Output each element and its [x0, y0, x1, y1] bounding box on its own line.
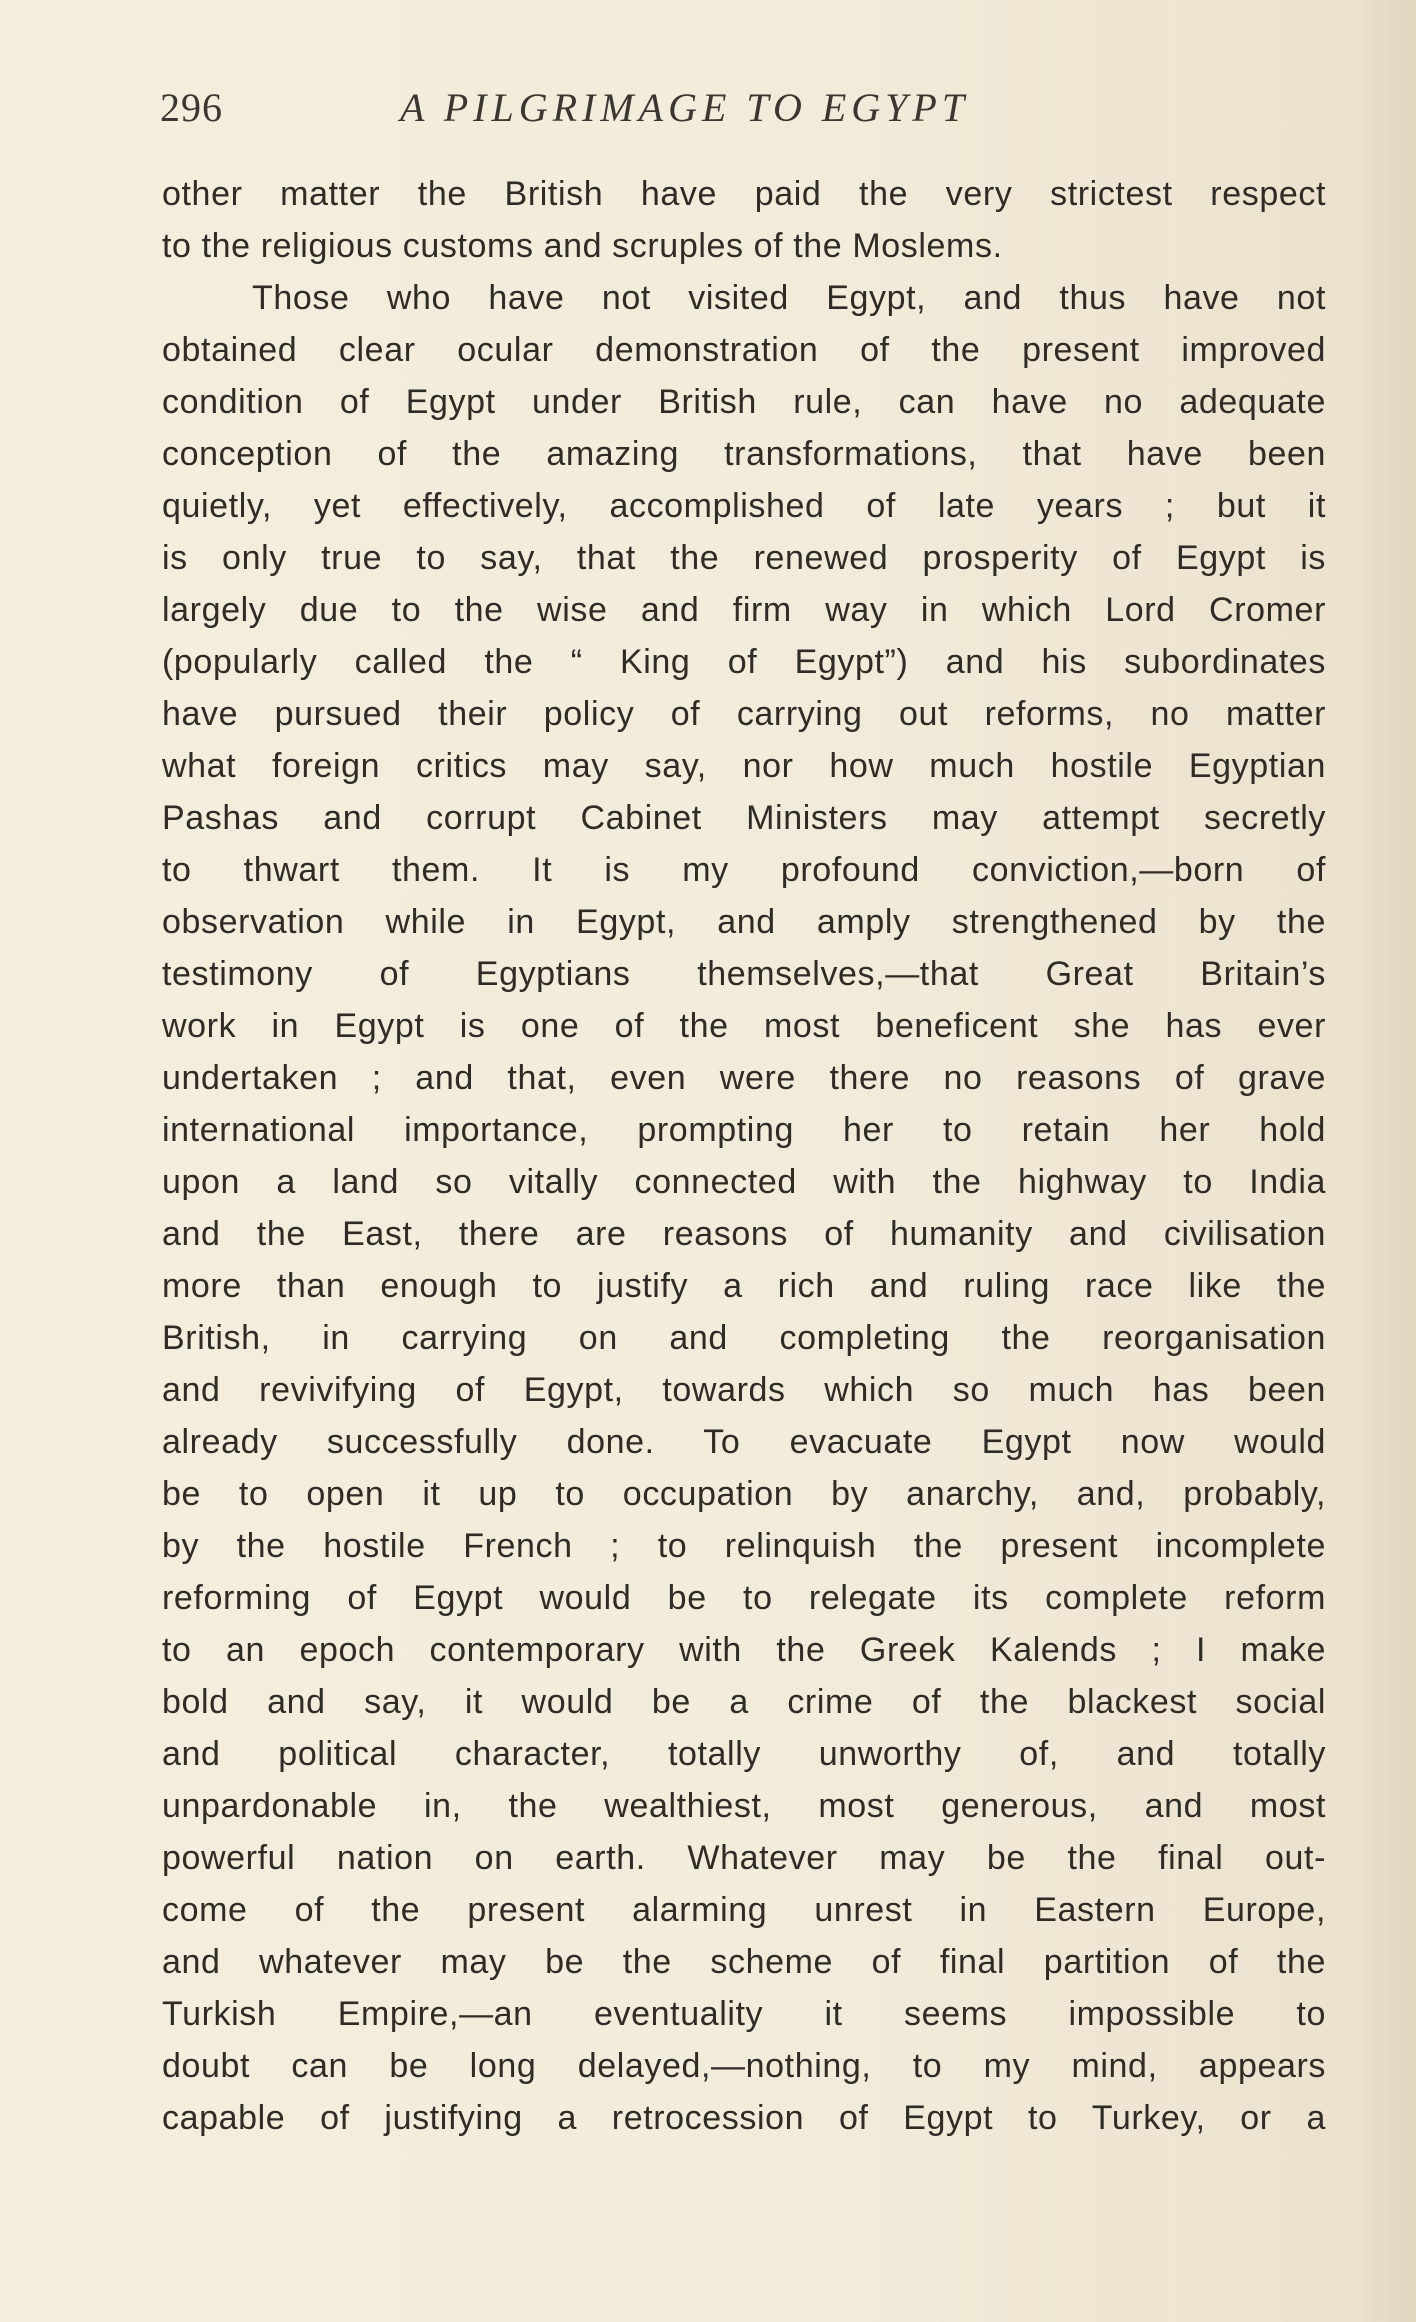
- text-line: what foreign critics may say, nor how much hostile Egyptian: [162, 747, 1326, 785]
- text-line: to thwart them. It is my profound conviction,—born of: [162, 851, 1326, 889]
- text-line: and revivifying of Egypt, towards which so much has been: [162, 1371, 1326, 1409]
- text-line: to an epoch contemporary with the Greek Kalends ; I make: [162, 1631, 1326, 1669]
- text-line: is only true to say, that the renewed prosperity of Egypt is: [162, 539, 1326, 577]
- text-line: other matter the British have paid the very strictest respect: [162, 175, 1326, 213]
- text-line: obtained clear ocular demonstration of the present improved: [162, 331, 1326, 369]
- text-line: capable of justifying a retrocession of Egypt to Turkey, or a: [162, 2099, 1326, 2137]
- text-line: Those who have not visited Egypt, and thus have not: [252, 279, 1326, 317]
- text-line: and the East, there are reasons of humanity and civilisation: [162, 1215, 1326, 1253]
- text-line: observation while in Egypt, and amply strengthened by the: [162, 903, 1326, 941]
- text-line: powerful nation on earth. Whatever may be the final out-: [162, 1839, 1326, 1877]
- running-title: A PILGRIMAGE TO EGYPT: [400, 85, 970, 130]
- text-line: conception of the amazing transformations, that have been: [162, 435, 1326, 473]
- text-line: work in Egypt is one of the most beneficent she has ever: [162, 1007, 1326, 1045]
- text-line: upon a land so vitally connected with the highway to India: [162, 1163, 1326, 1201]
- text-line: international importance, prompting her to retain her hold: [162, 1111, 1326, 1149]
- text-line: reforming of Egypt would be to relegate its complete reform: [162, 1579, 1326, 1617]
- text-line: unpardonable in, the wealthiest, most generous, and most: [162, 1787, 1326, 1825]
- text-line: quietly, yet effectively, accomplished of late years ; but it: [162, 487, 1326, 525]
- text-line: condition of Egypt under British rule, can have no adequate: [162, 383, 1326, 421]
- text-line: bold and say, it would be a crime of the blackest social: [162, 1683, 1326, 1721]
- text-line: undertaken ; and that, even were there no reasons of grave: [162, 1059, 1326, 1097]
- text-line: and political character, totally unworthy of, and totally: [162, 1735, 1326, 1773]
- text-line: testimony of Egyptians themselves,—that Great Britain’s: [162, 955, 1326, 993]
- text-line: (popularly called the “ King of Egypt”) and his subordinates: [162, 643, 1326, 681]
- text-line: British, in carrying on and completing the reorganisation: [162, 1319, 1326, 1357]
- text-line: Pashas and corrupt Cabinet Ministers may attempt secretly: [162, 799, 1326, 837]
- body-text: [162, 168, 1326, 2144]
- text-line: Turkish Empire,—an eventuality it seems impossible to: [162, 1995, 1326, 2033]
- text-line: have pursued their policy of carrying out reforms, no matter: [162, 695, 1326, 733]
- text-line: largely due to the wise and firm way in which Lord Cromer: [162, 591, 1326, 629]
- text-line: come of the present alarming unrest in Eastern Europe,: [162, 1891, 1326, 1929]
- text-line: by the hostile French ; to relinquish the present incomplete: [162, 1527, 1326, 1565]
- text-line: to the religious customs and scruples of the Moslems.: [162, 227, 1003, 265]
- page-number: 296: [160, 85, 223, 130]
- text-line: be to open it up to occupation by anarchy, and, probably,: [162, 1475, 1326, 1513]
- text-line: already successfully done. To evacuate Egypt now would: [162, 1423, 1326, 1461]
- text-line: doubt can be long delayed,—nothing, to my mind, appears: [162, 2047, 1326, 2085]
- page-header: [160, 78, 1320, 138]
- text-line: more than enough to justify a rich and ruling race like the: [162, 1267, 1326, 1305]
- text-line: and whatever may be the scheme of final partition of the: [162, 1943, 1326, 1981]
